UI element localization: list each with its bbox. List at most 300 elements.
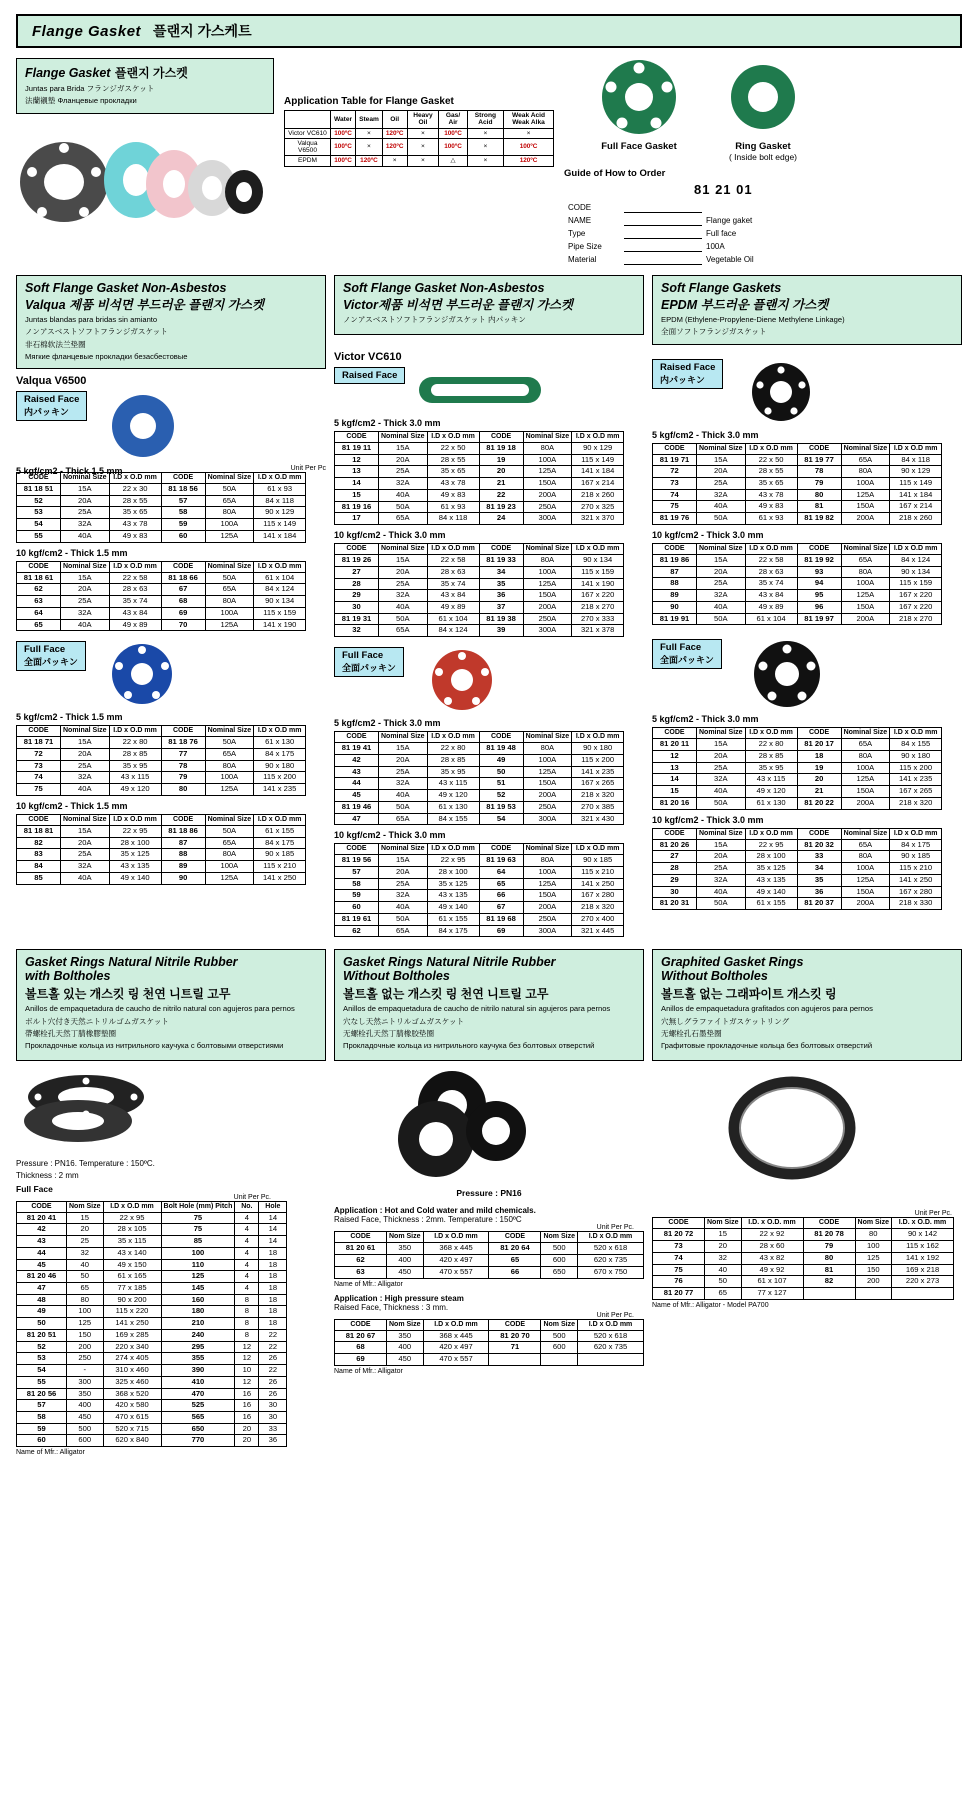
table-cell: 16 xyxy=(235,1388,259,1400)
table-cell: 65A xyxy=(205,584,254,596)
col-header: Nominal Size xyxy=(379,544,428,555)
table-cell: 400 xyxy=(386,1342,423,1354)
table-cell: 43 x 115 xyxy=(109,772,161,784)
table-cell: 12 xyxy=(235,1353,259,1365)
table-cell: 45 xyxy=(17,1259,67,1271)
table-cell: 321 x 430 xyxy=(572,813,624,825)
table-cell: 81 19 91 xyxy=(653,613,697,625)
table-cell: 73 xyxy=(653,1241,705,1253)
table-cell: 350 xyxy=(67,1388,104,1400)
table-cell: 167 x 220 xyxy=(572,590,624,602)
table-cell: 15 xyxy=(335,489,379,501)
table-cell: 100A xyxy=(841,762,890,774)
table-cell: 167 x 220 xyxy=(890,590,942,602)
table-cell: 80A xyxy=(841,566,890,578)
col-header: CODE xyxy=(479,844,523,855)
table-cell: 62 xyxy=(17,584,61,596)
col-header: I.D x O.D mm xyxy=(427,732,479,743)
table-cell: 141 x 250 xyxy=(103,1318,161,1330)
rings-mid-app-1b: Raised Face, Thickness : 2mm. Temperature : 150ºC xyxy=(334,1215,522,1225)
table-cell: 28 xyxy=(653,863,697,875)
table-row xyxy=(653,566,942,578)
col-header: I.D x O.D mm xyxy=(254,726,306,737)
col-header: CODE xyxy=(653,543,697,554)
table-cell: 69 xyxy=(479,925,523,937)
epdm-table-5kgf xyxy=(652,443,942,525)
table-cell: 43 x 115 xyxy=(745,774,797,786)
valqua-sub-2: ノンアスベストソフトフランジガスケット xyxy=(25,327,168,337)
table-cell: 81 20 64 xyxy=(489,1243,541,1255)
raised-face-badge xyxy=(652,359,723,389)
rings-mid-sub-2: 穴なし天然ニトリルゴムガスケット xyxy=(343,1016,465,1026)
table-row xyxy=(335,454,624,466)
table-cell: 141 x 250 xyxy=(254,872,306,884)
table-row xyxy=(335,790,624,802)
table-row xyxy=(335,602,624,614)
table-cell: 49 x 92 xyxy=(741,1264,803,1276)
table-row xyxy=(17,861,306,873)
table-cell: 81 19 38 xyxy=(479,613,523,625)
table-cell: 470 xyxy=(161,1388,235,1400)
table-cell: 72 xyxy=(17,749,61,761)
application-table-block xyxy=(284,58,554,267)
col-header: Nominal Size xyxy=(379,844,428,855)
table-cell: 470 x 557 xyxy=(423,1354,489,1366)
full-face-caption: Full Face Gasket xyxy=(601,141,677,152)
table-cell: 81 19 33 xyxy=(479,555,523,567)
table-cell: 22 x 80 xyxy=(745,739,797,751)
victor-ff-spec-1: 5 kgf/cm2 - Thick 3.0 mm xyxy=(334,718,441,729)
table-cell: 87 xyxy=(161,837,205,849)
col-header: CODE xyxy=(161,726,205,737)
table-cell: 81 19 16 xyxy=(335,501,379,513)
table-row xyxy=(653,863,942,875)
table-cell: 48 xyxy=(17,1294,67,1306)
table-cell: 18 xyxy=(259,1247,287,1259)
table-cell: 14 xyxy=(259,1224,287,1236)
table-cell: 68 xyxy=(335,1342,387,1354)
table-cell: 81 20 67 xyxy=(335,1330,387,1342)
table-cell: 81 19 41 xyxy=(335,743,379,755)
table-cell: 110 xyxy=(161,1259,235,1271)
victor-header xyxy=(334,275,644,335)
table-cell: 420 x 497 xyxy=(423,1342,489,1354)
table-cell: 81 20 16 xyxy=(653,797,697,809)
table-row xyxy=(653,501,942,513)
table-cell: 72 xyxy=(653,466,697,478)
rings-left-sub-4: Прокладочные кольца из нитрильного каучука с болтовыми отверстиями xyxy=(25,1041,284,1051)
valqua-sub-4: Мягкие фланцевые прокладки безасбестовые xyxy=(25,351,188,361)
table-cell: 167 x 214 xyxy=(890,501,942,513)
victor-gasket-image xyxy=(415,367,545,413)
epdm-sub-2: 全面ソフトフランジガスケット xyxy=(661,327,767,337)
col-header: Nom Size xyxy=(855,1218,892,1229)
table-cell: 65 xyxy=(17,619,61,631)
table-cell: 43 x 140 xyxy=(103,1247,161,1259)
table-cell: 39 xyxy=(479,625,523,637)
table-cell: 80A xyxy=(205,507,254,519)
table-cell: 75 xyxy=(161,1224,235,1236)
table-cell: 141 x 250 xyxy=(572,878,624,890)
full-face-badge xyxy=(334,647,404,677)
table-cell: 200A xyxy=(523,489,572,501)
table-cell: 44 xyxy=(335,778,379,790)
raised-face-badge xyxy=(16,391,87,421)
table-cell xyxy=(489,1354,541,1366)
table-cell: 32A xyxy=(379,478,428,490)
col-header: CODE xyxy=(489,1319,541,1330)
table-cell: 4 xyxy=(235,1224,259,1236)
table-cell: 250A xyxy=(523,913,572,925)
rings-mid-mfr-1: Name of Mfr.: Alligator xyxy=(334,1280,403,1288)
app-cell: × xyxy=(407,128,439,138)
col-header: I.D x O.D mm xyxy=(109,561,161,572)
rings-left-note-2: Thickness : 2 mm xyxy=(16,1170,79,1180)
order-guide-title: Guide of How to Order xyxy=(564,168,666,179)
order-label: NAME xyxy=(568,216,592,225)
table-row xyxy=(17,1388,287,1400)
table-cell: 141 x 184 xyxy=(890,489,942,501)
col-header: I.D x O.D mm xyxy=(572,732,624,743)
rings-mid-app-2: Application : High pressure steam xyxy=(334,1293,464,1303)
col-header: CODE xyxy=(489,1232,541,1243)
table-cell: 60 xyxy=(17,1435,67,1447)
col-header: CODE xyxy=(335,844,379,855)
table-cell: 25A xyxy=(61,507,110,519)
table-cell: 50A xyxy=(205,484,254,496)
table-row xyxy=(17,1271,287,1283)
table-cell: 50A xyxy=(697,797,746,809)
valqua-sub-3: 非石棉软法兰垫圈 xyxy=(25,339,86,349)
table-row xyxy=(17,1423,287,1435)
table-cell: 35 x 74 xyxy=(109,596,161,608)
table-cell: 22 x 50 xyxy=(745,454,797,466)
col-header: Nominal Size xyxy=(205,814,254,825)
table-cell: 49 xyxy=(17,1306,67,1318)
table-cell: 51 xyxy=(479,778,523,790)
epdm-spec-2: 10 kgf/cm2 - Thick 3.0 mm xyxy=(652,529,764,540)
table-cell: 70 xyxy=(161,619,205,631)
table-cell: 250A xyxy=(523,613,572,625)
app-cell: △ xyxy=(439,156,467,166)
table-cell: 115 x 210 xyxy=(254,861,306,873)
table-cell: 115 x 149 xyxy=(572,454,624,466)
table-cell: 50 xyxy=(705,1276,742,1288)
table-cell: 115 x 200 xyxy=(254,772,306,784)
table-cell: 81 18 86 xyxy=(161,825,205,837)
order-label: CODE xyxy=(568,203,592,212)
table-cell: 150A xyxy=(523,778,572,790)
table-cell: 368 x 520 xyxy=(103,1388,161,1400)
table-cell: 59 xyxy=(161,519,205,531)
col-header: I.D x O.D mm xyxy=(254,814,306,825)
table-cell: 47 xyxy=(17,1283,67,1295)
table-cell: 80 xyxy=(797,489,841,501)
table-cell: 80 xyxy=(855,1229,892,1241)
table-cell: 125A xyxy=(841,489,890,501)
table-cell: 81 18 81 xyxy=(17,825,61,837)
app-cell: 120ºC xyxy=(504,156,554,166)
table-cell: 78 xyxy=(161,760,205,772)
table-cell: 125A xyxy=(523,766,572,778)
table-cell: 22 x 95 xyxy=(109,825,161,837)
table-cell: 84 x 118 xyxy=(254,495,306,507)
rings-mid-header xyxy=(334,949,644,1061)
table-cell: 125 xyxy=(161,1271,235,1283)
table-cell: 20 xyxy=(67,1224,104,1236)
table-cell: 28 x 85 xyxy=(427,754,479,766)
table-cell: 65A xyxy=(841,454,890,466)
table-cell: 4 xyxy=(235,1271,259,1283)
app-col-1: Water xyxy=(331,111,356,129)
table-cell: 61 x 93 xyxy=(254,484,306,496)
page-title-kr: 플랜지 가스케트 xyxy=(153,23,252,39)
table-cell: 32A xyxy=(697,874,746,886)
app-cell: 120ºC xyxy=(382,138,407,156)
badge-line2: 内パッキン xyxy=(660,374,705,385)
table-cell: 300A xyxy=(523,513,572,525)
table-row xyxy=(17,572,306,584)
table-cell xyxy=(541,1354,578,1366)
table-cell: 25A xyxy=(379,878,428,890)
table-cell: 200A xyxy=(841,898,890,910)
table-cell: 61 x 155 xyxy=(427,913,479,925)
table-cell: 240 xyxy=(161,1329,235,1341)
table-row xyxy=(653,466,942,478)
table-row xyxy=(17,849,306,861)
table-row xyxy=(17,1224,287,1236)
table-cell: 81 19 76 xyxy=(653,513,697,525)
rings-mid-head-kr: 볼트홀 없는 개스킷 링 천연 니트릴 고무 xyxy=(343,987,549,1002)
table-row xyxy=(17,1435,287,1447)
table-cell: 77 x 185 xyxy=(103,1283,161,1295)
table-row xyxy=(653,1229,954,1241)
table-cell: 54 xyxy=(479,813,523,825)
rings-left-mfr: Name of Mfr.: Alligator xyxy=(16,1449,85,1457)
table-row xyxy=(17,737,306,749)
table-cell: 100A xyxy=(523,566,572,578)
table-cell: 81 19 23 xyxy=(479,501,523,513)
col-header: CODE xyxy=(335,732,379,743)
table-cell: 125A xyxy=(523,878,572,890)
table-cell: 8 xyxy=(235,1294,259,1306)
table-cell: 218 x 270 xyxy=(572,602,624,614)
table-cell: 160 xyxy=(161,1294,235,1306)
table-cell: 81 20 32 xyxy=(797,839,841,851)
raised-face-badge xyxy=(334,367,405,384)
table-cell: 80A xyxy=(205,760,254,772)
table-cell: 250A xyxy=(523,501,572,513)
table-cell: 80A xyxy=(523,555,572,567)
table-row xyxy=(653,851,942,863)
table-row xyxy=(17,495,306,507)
table-cell: 150A xyxy=(523,590,572,602)
table-cell: 18 xyxy=(259,1306,287,1318)
table-cell: 61 x 104 xyxy=(427,613,479,625)
table-row xyxy=(335,478,624,490)
table-cell: 141 x 184 xyxy=(254,530,306,542)
table-cell: 40A xyxy=(61,530,110,542)
table-row xyxy=(17,1259,287,1271)
table-cell: 169 x 218 xyxy=(892,1264,954,1276)
product-columns xyxy=(16,275,962,937)
rings-mid-mfr-2: Name of Mfr.: Alligator xyxy=(334,1367,403,1375)
table-cell: 8 xyxy=(235,1306,259,1318)
table-cell: 26 xyxy=(259,1353,287,1365)
table-cell: 22 x 95 xyxy=(745,839,797,851)
table-cell: 25A xyxy=(697,762,746,774)
valqua-head-2: Valqua 제품 비석면 부드러운 플랜지 가스켓 xyxy=(25,298,265,312)
table-cell: 115 x 159 xyxy=(890,578,942,590)
rings-mid-image xyxy=(374,1069,604,1179)
table-row xyxy=(335,613,624,625)
rings-right-head-2: Without Boltholes xyxy=(661,969,768,984)
table-row xyxy=(335,566,624,578)
table-cell: 82 xyxy=(17,837,61,849)
table-cell: 50A xyxy=(697,513,746,525)
table-cell: 95 xyxy=(797,590,841,602)
order-label: Pipe Size xyxy=(568,242,602,251)
table-cell: 40A xyxy=(61,619,110,631)
table-cell: 218 x 320 xyxy=(572,790,624,802)
col-header: CODE xyxy=(479,732,523,743)
table-cell: 100A xyxy=(841,863,890,875)
table-cell: 50A xyxy=(379,613,428,625)
col-header: Nominal Size xyxy=(523,844,572,855)
table-row xyxy=(335,913,624,925)
table-cell: 43 x 84 xyxy=(427,590,479,602)
table-cell: 115 x 200 xyxy=(572,754,624,766)
table-cell: 26 xyxy=(259,1388,287,1400)
table-cell: 65A xyxy=(841,839,890,851)
table-cell: 18 xyxy=(259,1271,287,1283)
table-cell: 40A xyxy=(697,601,746,613)
table-cell: 49 x 120 xyxy=(109,784,161,796)
table-cell: 90 x 134 xyxy=(254,596,306,608)
table-row xyxy=(653,874,942,886)
col-header: Nominal Size xyxy=(697,443,746,454)
valqua-ff-table-10kgf xyxy=(16,814,306,885)
victor-ff-table-10kgf xyxy=(334,843,624,937)
table-cell: 115 x 162 xyxy=(892,1241,954,1253)
table-cell: 141 x 190 xyxy=(572,578,624,590)
table-cell: 34 xyxy=(479,566,523,578)
table-cell: 300A xyxy=(523,925,572,937)
table-cell: 600 xyxy=(541,1255,578,1267)
table-cell: 80A xyxy=(523,743,572,755)
table-row xyxy=(335,778,624,790)
badge-line1: Full Face xyxy=(660,642,702,654)
table-cell: 76 xyxy=(653,1276,705,1288)
table-row xyxy=(17,1236,287,1248)
rings-right-sub-3: 无螺栓孔石墨垫圈 xyxy=(661,1028,722,1038)
table-cell: 141 x 184 xyxy=(572,466,624,478)
victor-spec-1: 5 kgf/cm2 - Thick 3.0 mm xyxy=(334,418,441,428)
col-header: Nominal Size xyxy=(841,728,890,739)
badge-line1: Raised Face xyxy=(24,394,80,405)
badge-line2: 内パッキン xyxy=(24,407,69,417)
app-col-2: Steam xyxy=(356,111,383,129)
table-cell: 520 x 618 xyxy=(577,1330,643,1342)
table-cell: 61 x 107 xyxy=(741,1276,803,1288)
table-cell: 32A xyxy=(697,489,746,501)
table-cell: 20A xyxy=(379,454,428,466)
table-cell: 390 xyxy=(161,1365,235,1377)
table-cell: 15A xyxy=(61,737,110,749)
table-cell: 12 xyxy=(235,1376,259,1388)
rings-left-sub-3: 帶螺栓孔天然丁腈橡膠墊圈 xyxy=(25,1028,117,1038)
rings-left-table xyxy=(16,1201,287,1447)
col-header: Nominal Size xyxy=(61,726,110,737)
col-header: Nominal Size xyxy=(523,544,572,555)
order-value: 100A xyxy=(706,242,725,251)
table-row xyxy=(335,590,624,602)
epdm-ff-spec-1: 5 kgf/cm2 - Thick 3.0 mm xyxy=(652,714,759,725)
table-cell: 20A xyxy=(61,749,110,761)
table-cell: 141 x 235 xyxy=(572,766,624,778)
table-cell: 20A xyxy=(61,837,110,849)
table-cell: 32A xyxy=(379,890,428,902)
table-cell: 33 xyxy=(797,851,841,863)
table-cell: 81 20 78 xyxy=(803,1229,855,1241)
table-cell: 61 x 93 xyxy=(427,501,479,513)
rings-left-header xyxy=(16,949,326,1061)
table-row xyxy=(17,825,306,837)
table-cell: 20A xyxy=(379,566,428,578)
table-cell: 22 x 58 xyxy=(109,572,161,584)
table-row xyxy=(17,1306,287,1318)
table-cell: 22 xyxy=(479,489,523,501)
rings-mid-sub-1: Anillos de empaquetadura de caucho de nitrilo natural sin agujeros para pernos xyxy=(343,1004,611,1014)
table-cell: 115 x 159 xyxy=(254,607,306,619)
table-cell: 43 xyxy=(335,766,379,778)
victor-fullface-image xyxy=(414,647,510,713)
table-cell: 79 xyxy=(161,772,205,784)
table-cell: 325 x 460 xyxy=(103,1376,161,1388)
table-cell: 200A xyxy=(523,790,572,802)
table-cell: 61 x 155 xyxy=(254,825,306,837)
rings-right-sub-4: Графитовые прокладочные кольца без болтовых отверстий xyxy=(661,1041,873,1051)
table-cell: 68 xyxy=(161,596,205,608)
table-row xyxy=(17,749,306,761)
table-row xyxy=(335,1330,644,1342)
epdm-gasket-image xyxy=(733,359,829,425)
victor-ff-table-5kgf xyxy=(334,731,624,825)
table-cell: 75 xyxy=(17,784,61,796)
table-cell: 35 xyxy=(797,874,841,886)
table-cell: 81 19 86 xyxy=(653,554,697,566)
table-cell: 81 20 70 xyxy=(489,1330,541,1342)
table-cell: 16 xyxy=(235,1411,259,1423)
table-cell: 65A xyxy=(205,837,254,849)
col-header: I.D x O.D mm xyxy=(254,473,306,484)
valqua-gasket-image xyxy=(95,391,191,461)
table-row xyxy=(335,855,624,867)
table-row xyxy=(653,590,942,602)
table-cell: 65A xyxy=(379,813,428,825)
table-cell: 22 x 50 xyxy=(427,443,479,455)
valqua-ff-spec-2: 10 kgf/cm2 - Thick 1.5 mm xyxy=(16,800,128,811)
table-cell: 66 xyxy=(489,1266,541,1278)
table-cell: 14 xyxy=(335,478,379,490)
table-cell: 20 xyxy=(705,1241,742,1253)
table-cell: 25A xyxy=(379,466,428,478)
table-cell: 22 x 92 xyxy=(741,1229,803,1241)
table-cell: 66 xyxy=(479,890,523,902)
table-cell: 620 x 735 xyxy=(577,1255,643,1267)
app-cell: 100ºC xyxy=(439,128,467,138)
table-cell: 15A xyxy=(61,484,110,496)
